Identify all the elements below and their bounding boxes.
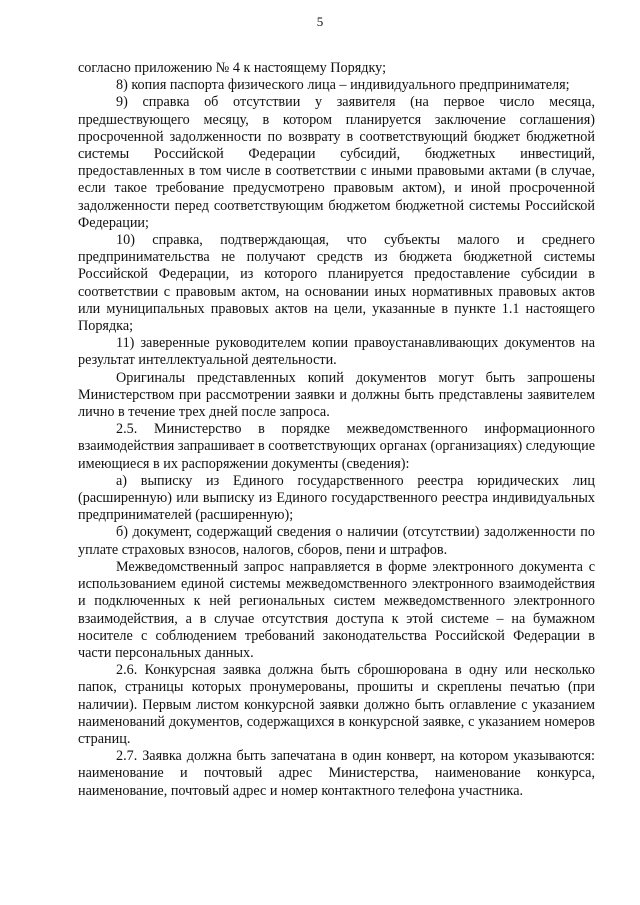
paragraph-interagency-request: Межведомственный запрос направляется в форме электронного документа с использованием единой системы межведомственного электронного взаимодействия и подключенных к ней региональных систем межведомственного электронного взаимодействия, а в случае отсутствия доступа к этой системе – на бумажном носителе с соблюдением требований законодательства Российской Федерации в части персональных данных. (78, 558, 595, 661)
paragraph-item-8: 8) копия паспорта физического лица – индивидуального предпринимателя; (116, 77, 570, 94)
paragraph-2-6: 2.6. Конкурсная заявка должна быть сброшюрована в одну или несколько папок, страницы которых пронумерованы, прошиты и скреплены печатью (при наличии). Первым листом конкурсной заявки должно быть оглавление с указанием наименований документов, содержащихся в конкурсной заявке, с указанием номеров страниц. (78, 662, 595, 747)
paragraph-continuation: согласно приложению № 4 к настоящему Порядку; (78, 60, 387, 76)
paragraph-2-7: 2.7. Заявка должна быть запечатана в один конверт, на котором указываются: наименование и почтовый адрес Министерства, наименование конкурса, наименование, почтовый адрес и номер контактного телефона участника. (78, 748, 595, 799)
paragraph-2-5-b: б) документ, содержащий сведения о наличии (отсутствии) задолженности по уплате страховых взносов, налогов, сборов, пени и штрафов. (78, 524, 595, 558)
paragraph-2-5-a: а) выписку из Единого государственного реестра юридических лиц (расширенную) или выписку из Единого государственного реестра индивидуальных предпринимателей (расширенную); (78, 472, 595, 524)
paragraph-originals: Оригиналы представленных копий документов могут быть запрошены Министерством при рассмотрении заявки и должны быть представлены заявителем лично в течение трех дней после запроса. (78, 369, 595, 421)
paragraph-item-11: 11) заверенные руководителем копии правоустанавливающих документов на результат интеллектуальной деятельности. (78, 335, 595, 369)
document-body (78, 60, 595, 800)
paragraph-2-5: 2.5. Министерство в порядке межведомственного информационного взаимодействия запрашивает в соответствующих органах (организациях) следующие имеющиеся в их распоряжении документы (сведения): (78, 421, 595, 472)
paragraph-item-10: 10) справка, подтверждающая, что субъекты малого и среднего предпринимательства не получают средств из бюджета бюджетной системы Российской Федерации, из которого планируется предоставление субсидии в соответствии с правовым актом, на основании иных нормативных правовых актов или муниципальных правовых актов на цели, указанные в пункте 1.1 настоящего Порядка; (78, 232, 595, 335)
paragraph-item-9: 9) справка об отсутствии у заявителя (на первое число месяца, предшествующего месяцу, в котором планируется заключение соглашения) просроченной задолженности по возврату в соответствующий бюджет бюджетной системы Российской Федерации субсидий, бюджетных инвестиций, предоставленных в том числе в соответствии с иными правовыми актами (в случае, если такое требование предусмотрено правовым актом), и иной просроченной задолженности перед соответствующим бюджетом бюджетной системы Российской Федерации; (78, 94, 595, 231)
page-number: 5 (316, 14, 324, 29)
